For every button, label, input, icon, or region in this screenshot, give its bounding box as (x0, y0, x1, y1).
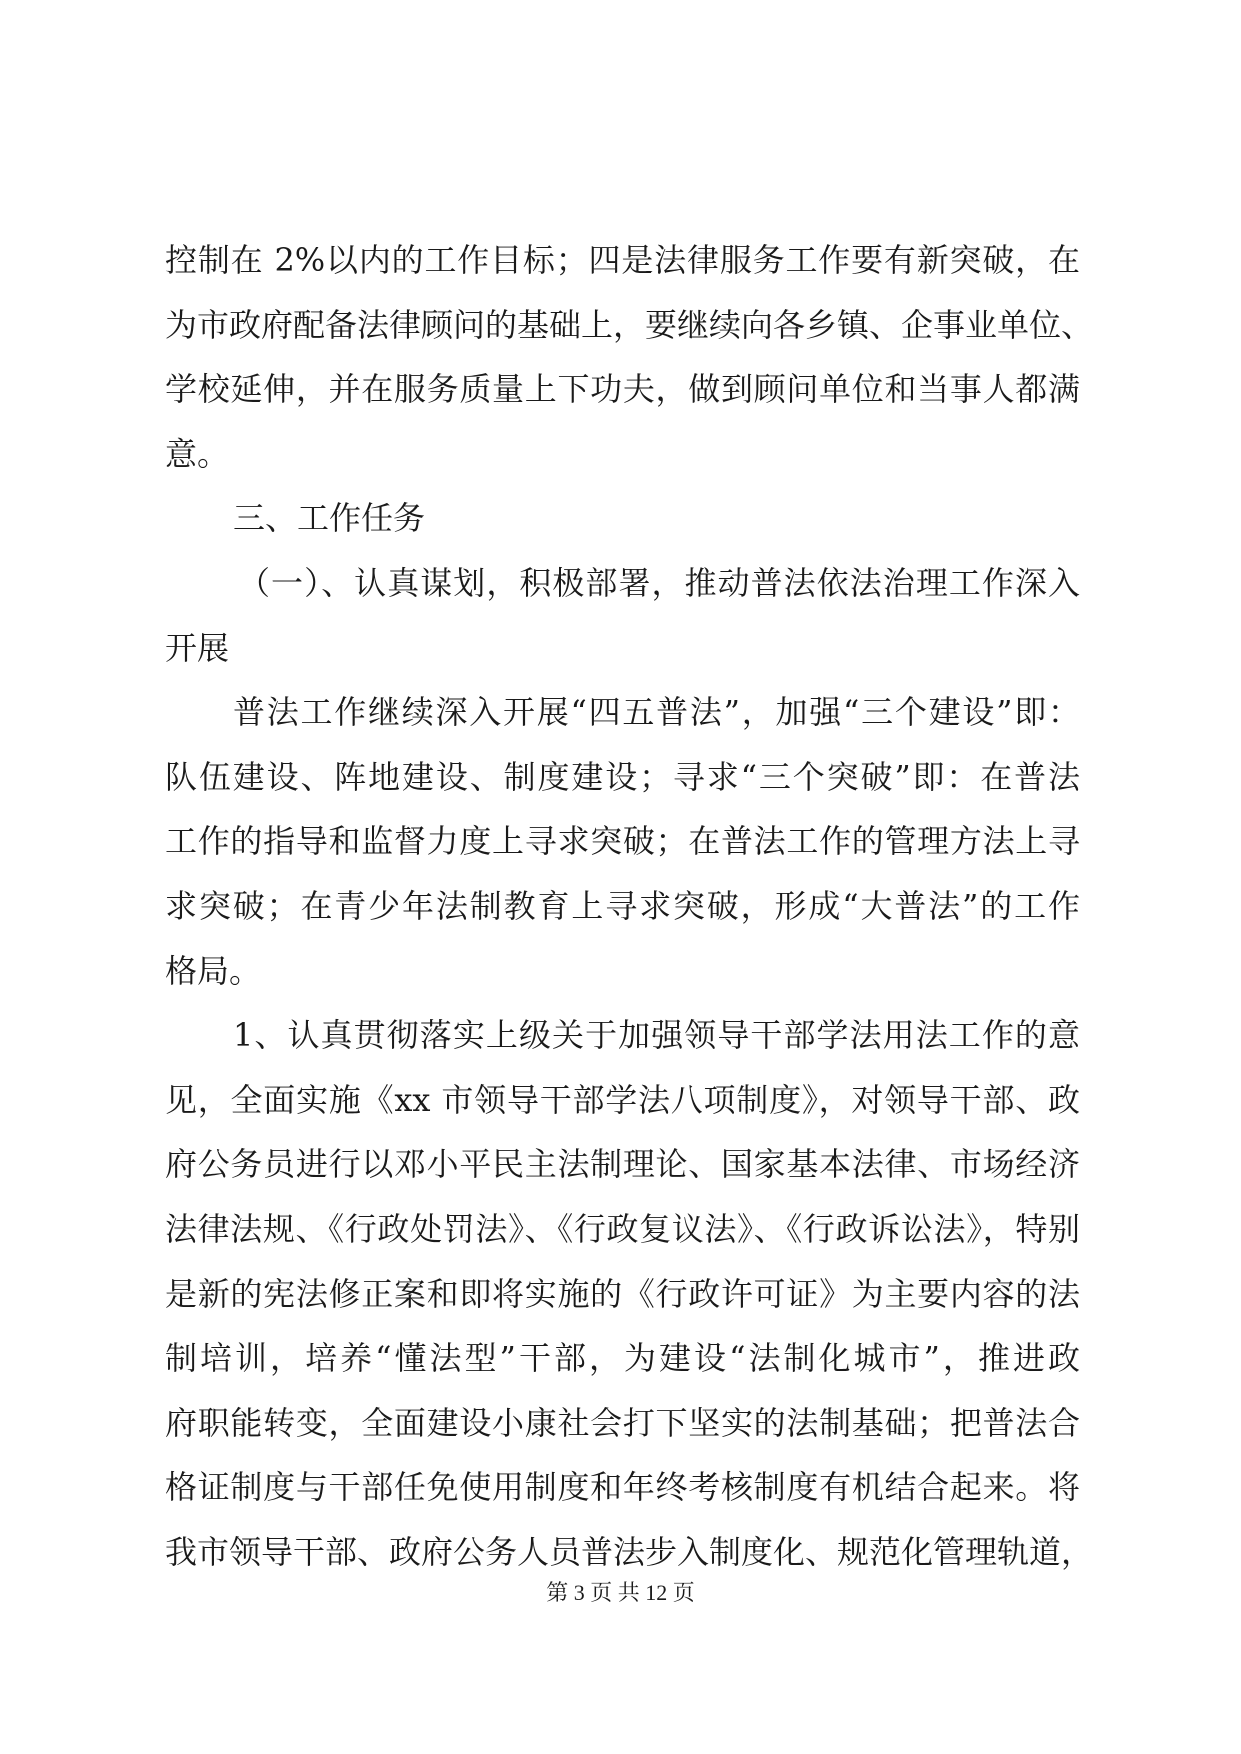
text-line: 府职能转变，全面建设小康社会打下坚实的法制基础；把普法合 (165, 1403, 1080, 1442)
document-body (165, 228, 1094, 1584)
text-line: 见，全面实施《xx 市领导干部学法八项制度》，对领导干部、政 (165, 1080, 1080, 1119)
section-heading: 三、工作任务 (233, 499, 426, 538)
text-line: 队伍建设、阵地建设、制度建设；寻求“三个突破”即：在普法 (165, 757, 1080, 796)
subsection-heading: （一）、认真谋划，积极部署，推动普法依法治理工作深入 (238, 563, 1080, 602)
text-line: 工作的指导和监督力度上寻求突破；在普法工作的管理方法上寻 (165, 822, 1080, 861)
text-line: 开展 (165, 628, 230, 667)
text-line: 意。 (165, 434, 230, 473)
text-line: 学校延伸，并在服务质量上下功夫，做到顾问单位和当事人都满 (165, 370, 1080, 409)
text-line: 控制在 2%以内的工作目标；四是法律服务工作要有新突破，在 (165, 241, 1080, 279)
text-line: 格局。 (165, 951, 262, 990)
text-line: 格证制度与干部任免使用制度和年终考核制度有机结合起来。将 (165, 1468, 1080, 1507)
text-line: 为市政府配备法律顾问的基础上，要继续向各乡镇、企事业单位、 (165, 305, 1094, 344)
text-line: 法律法规、《行政处罚法》、《行政复议法》、《行政诉讼法》，特别 (165, 1209, 1080, 1248)
text-line: 制培训，培养“懂法型”干部，为建设“法制化城市”，推进政 (165, 1339, 1080, 1378)
text-line: 是新的宪法修正案和即将实施的《行政许可证》为主要内容的法 (165, 1274, 1080, 1313)
text-line: 我市领导干部、政府公务人员普法步入制度化、规范化管理轨道， (165, 1532, 1094, 1571)
paragraph-first-line: 普法工作继续深入开展“四五普法”，加强“三个建设”即： (233, 693, 1080, 732)
text-line: 求突破；在青少年法制教育上寻求突破，形成“大普法”的工作 (165, 886, 1080, 925)
text-line: 府公务员进行以邓小平民主法制理论、国家基本法律、市场经济 (165, 1145, 1080, 1184)
page-footer: 第 3 页 共 12 页 (546, 1580, 695, 1605)
paragraph-first-line: 1、认真贯彻落实上级关于加强领导干部学法用法工作的意 (233, 1016, 1080, 1055)
